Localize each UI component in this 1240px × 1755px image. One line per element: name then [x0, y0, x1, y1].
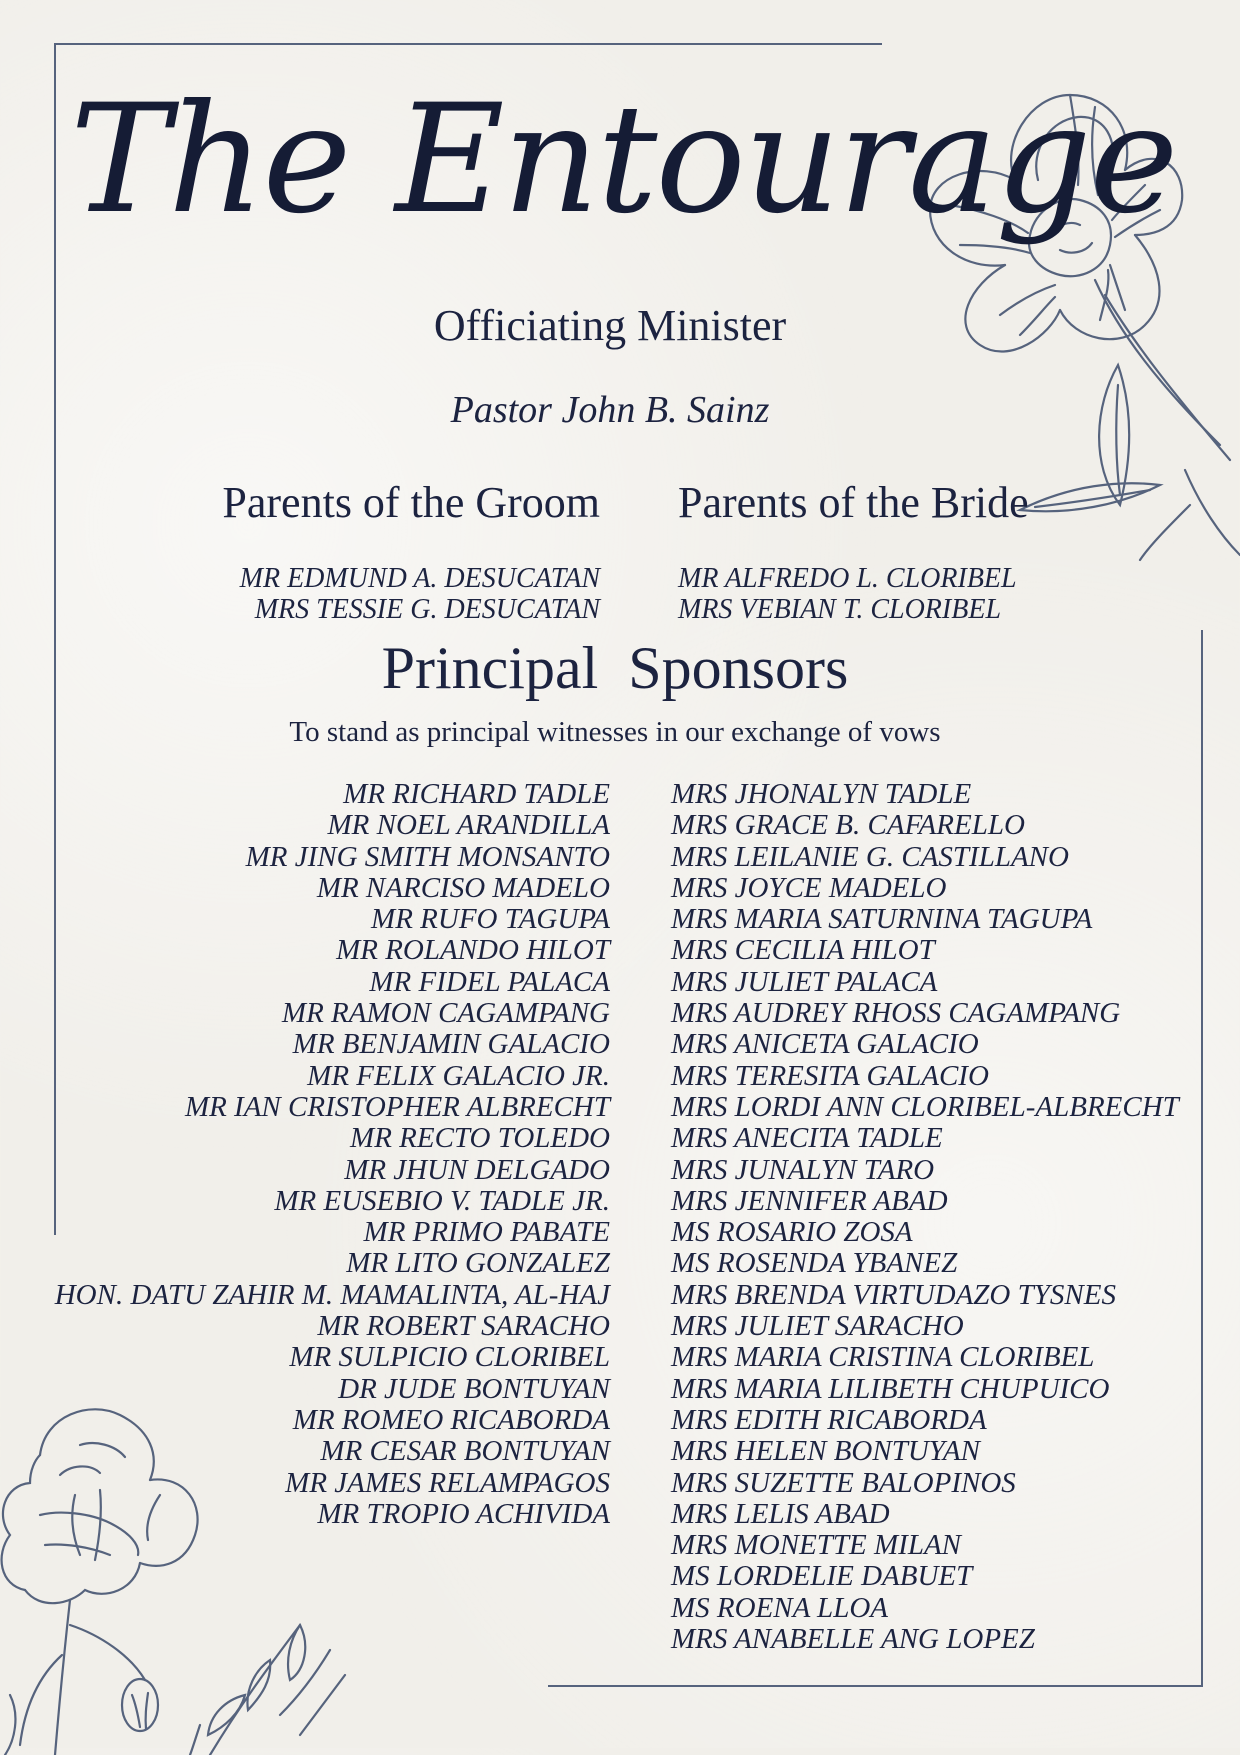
male-sponsor-name: MR SULPICIO CLORIBEL [289, 1341, 610, 1374]
male-sponsors-list [40, 779, 610, 1530]
male-sponsor-name: MR TROPIO ACHIVIDA [317, 1497, 610, 1530]
female-sponsors-list [671, 779, 1201, 1655]
male-sponsor-name: HON. DATU ZAHIR M. MAMALINTA, AL-HAJ [54, 1278, 610, 1311]
male-sponsor-name: MR RAMON CAGAMPANG [281, 997, 610, 1030]
female-sponsor-name: MS ROSENDA YBANEZ [671, 1247, 958, 1280]
female-sponsor-name: MRS JHONALYN TADLE [671, 778, 972, 810]
bride-mother: MRS VEBIAN T. CLORIBEL [678, 594, 1002, 626]
sponsors-heading: Principal Sponsors [381, 635, 849, 701]
female-sponsor-name: MRS LORDI ANN CLORIBEL-ALBRECHT [671, 1090, 1179, 1123]
male-sponsor-name: DR JUDE BONTUYAN [338, 1372, 610, 1405]
female-sponsor-name: MRS MARIA LILIBETH CHUPUICO [671, 1372, 1110, 1405]
female-sponsor-name: MRS JULIET PALACA [671, 965, 938, 998]
female-sponsor-name: MS ROSARIO ZOSA [671, 1216, 913, 1249]
female-sponsor-name: MRS AUDREY RHOSS CAGAMPANG [671, 997, 1121, 1030]
male-sponsor-name: MR EUSEBIO V. TADLE JR. [274, 1184, 610, 1217]
female-sponsor-name: MRS ANABELLE ANG LOPEZ [671, 1623, 1035, 1656]
male-sponsor-name: MR JAMES RELAMPAGOS [285, 1466, 610, 1499]
male-sponsor-name: MR NOEL ARANDILLA [327, 809, 610, 842]
female-sponsor-name: MS ROENA LLOA [671, 1591, 888, 1624]
frame-bottom-line [548, 1685, 1203, 1687]
female-sponsor-name: MRS HELEN BONTUYAN [671, 1435, 980, 1468]
male-sponsor-name: MR CESAR BONTUYAN [320, 1435, 610, 1468]
female-sponsor-name: MRS SUZETTE BALOPINOS [671, 1466, 1016, 1499]
male-sponsor-name: MR LITO GONZALEZ [346, 1247, 610, 1280]
male-sponsor-name: MR FIDEL PALACA [369, 965, 610, 998]
bride-father: MR ALFREDO L. CLORIBEL [678, 563, 1017, 594]
female-sponsor-name: MRS ANECITA TADLE [671, 1122, 943, 1155]
groom-parents-heading: Parents of the Groom [222, 478, 600, 527]
female-sponsor-name: MS LORDELIE DABUET [671, 1560, 973, 1593]
female-sponsor-name: MRS JUNALYN TARO [671, 1153, 935, 1186]
male-sponsor-name: MR ROLANDO HILOT [336, 934, 610, 967]
male-sponsor-name: MR IAN CRISTOPHER ALBRECHT [184, 1090, 610, 1123]
groom-parents-list [90, 563, 600, 626]
female-sponsor-name: MRS JENNIFER ABAD [671, 1184, 948, 1217]
male-sponsor-name: MR RECTO TOLEDO [350, 1122, 610, 1155]
male-sponsor-name: MR BENJAMIN GALACIO [292, 1028, 610, 1061]
frame-top-line [54, 43, 882, 45]
sponsors-subtitle: To stand as principal witnesses in our exchange of vows [289, 716, 941, 748]
male-sponsor-name: MR ROBERT SARACHO [317, 1310, 610, 1343]
female-sponsor-name: MRS JOYCE MADELO [671, 871, 947, 904]
groom-mother: MRS TESSIE G. DESUCATAN [254, 594, 600, 626]
groom-father: MR EDMUND A. DESUCATAN [239, 563, 600, 594]
female-sponsor-name: MRS EDITH RICABORDA [671, 1403, 987, 1436]
female-sponsor-name: MRS TERESITA GALACIO [671, 1059, 989, 1092]
female-sponsor-name: MRS ANICETA GALACIO [671, 1028, 979, 1061]
bride-parents-heading: Parents of the Bride [678, 478, 1029, 527]
male-sponsor-name: MR JING SMITH MONSANTO [245, 840, 610, 873]
female-sponsor-name: MRS LEILANIE G. CASTILLANO [671, 840, 1069, 873]
male-sponsor-name: MR ROMEO RICABORDA [292, 1403, 610, 1436]
bride-parents-list [678, 563, 1178, 626]
officiating-name: Pastor John B. Sainz [450, 389, 770, 431]
frame-right-line [1201, 630, 1203, 1686]
male-sponsor-name: MR JHUN DELGADO [344, 1153, 610, 1186]
male-sponsor-name: MR RUFO TAGUPA [371, 903, 610, 936]
female-sponsor-name: MRS CECILIA HILOT [671, 934, 935, 967]
male-sponsor-name: MR RICHARD TADLE [343, 778, 610, 810]
male-sponsor-name: MR FELIX GALACIO JR. [307, 1059, 610, 1092]
officiating-heading: Officiating Minister [433, 301, 787, 350]
female-sponsor-name: MRS LELIS ABAD [671, 1497, 890, 1530]
female-sponsor-name: MRS MARIA SATURNINA TAGUPA [671, 903, 1093, 936]
page-title: The Entourage [70, 73, 1177, 247]
male-sponsor-name: MR NARCISO MADELO [316, 871, 610, 904]
female-sponsor-name: MRS BRENDA VIRTUDAZO TYSNES [671, 1278, 1116, 1311]
female-sponsor-name: MRS MARIA CRISTINA CLORIBEL [671, 1341, 1095, 1374]
male-sponsor-name: MR PRIMO PABATE [363, 1216, 610, 1249]
female-sponsor-name: MRS JULIET SARACHO [671, 1310, 964, 1343]
female-sponsor-name: MRS GRACE B. CAFARELLO [671, 809, 1025, 842]
female-sponsor-name: MRS MONETTE MILAN [671, 1529, 961, 1562]
